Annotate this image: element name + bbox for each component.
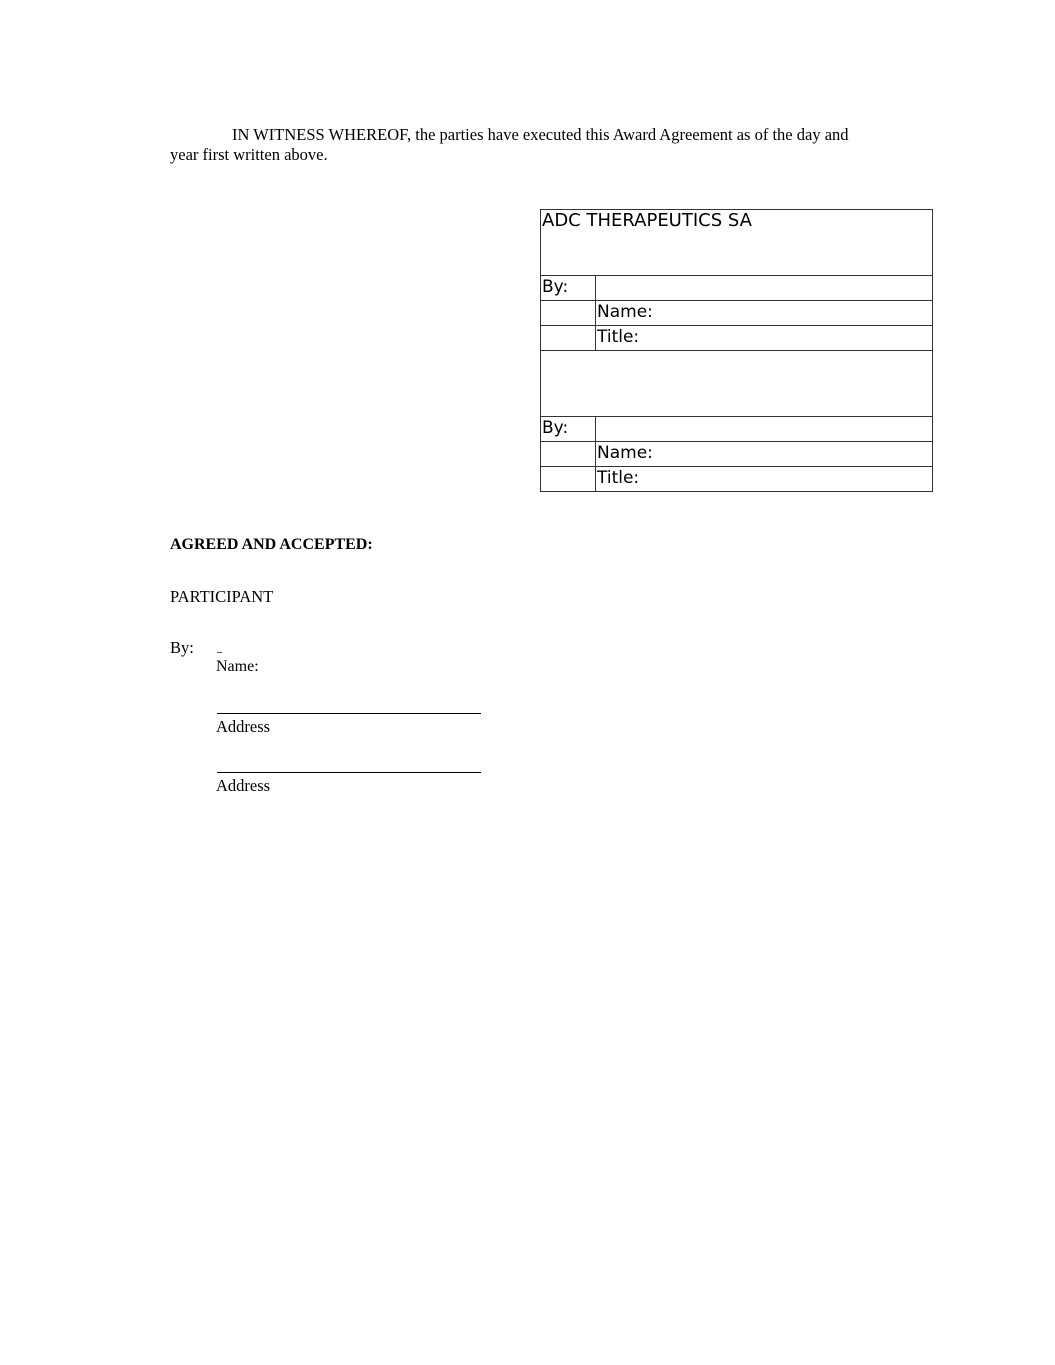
signatory-1-by-label: By: (541, 276, 596, 301)
signatory-2-by-label: By: (541, 417, 596, 442)
participant-signature-mark[interactable] (217, 652, 222, 653)
address-label-1: Address (216, 717, 271, 736)
signatory-2-signature-field[interactable] (596, 417, 933, 442)
participant-label: PARTICIPANT (170, 587, 274, 606)
signatory-2-name-label: Name: (596, 442, 933, 467)
company-signature-table (540, 209, 933, 492)
signatory-1-name-label: Name: (596, 301, 933, 326)
signatory-1-title-label: Title: (596, 326, 933, 351)
participant-by-label: By: (170, 638, 194, 657)
company-name: ADC THERAPEUTICS SA (541, 210, 933, 276)
address-line-2[interactable] (217, 772, 481, 773)
signatory-1-signature-field[interactable] (596, 276, 933, 301)
participant-name-label: Name: (216, 658, 259, 675)
witness-line-1: IN WITNESS WHEREOF, the parties have executed this Award Agreement as of the day and (232, 125, 849, 144)
witness-line-2: year first written above. (170, 145, 328, 164)
signatory-gap (541, 351, 933, 417)
address-line-1[interactable] (217, 713, 481, 714)
agreed-heading: AGREED AND ACCEPTED: (170, 536, 373, 553)
signatory-1-name-spacer (541, 301, 596, 326)
signatory-2-name-spacer (541, 442, 596, 467)
witness-paragraph (170, 125, 890, 165)
signatory-2-title-spacer (541, 467, 596, 492)
signatory-2-title-label: Title: (596, 467, 933, 492)
address-label-2: Address (216, 776, 271, 795)
signatory-1-title-spacer (541, 326, 596, 351)
